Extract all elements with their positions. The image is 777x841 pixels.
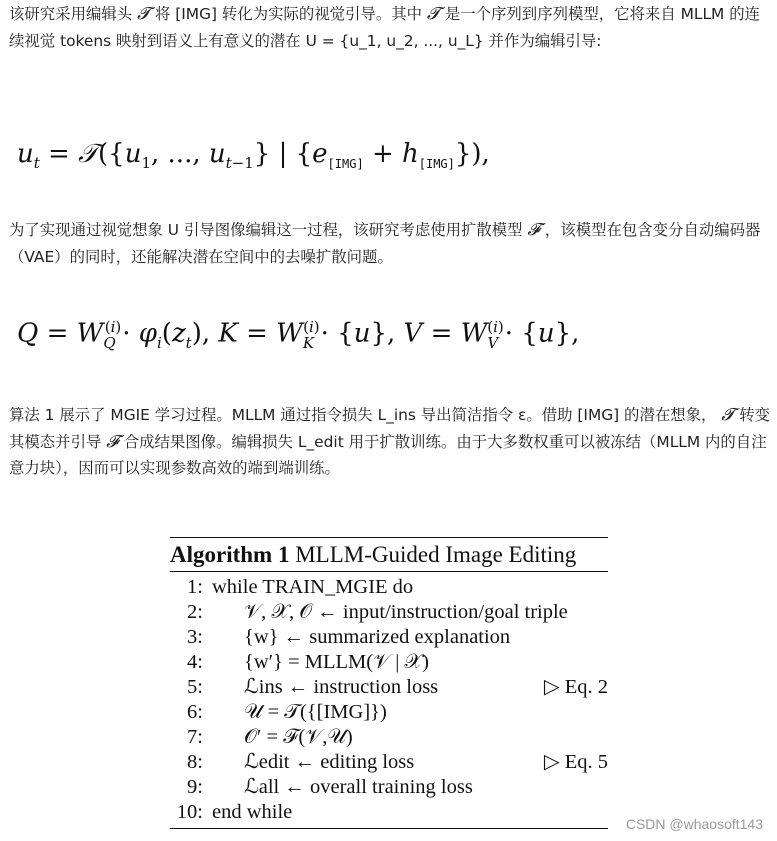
- line-number: 7:: [187, 726, 203, 748]
- algorithm-line: [170, 575, 608, 600]
- algorithm-line: [170, 800, 608, 825]
- algorithm-lines: [170, 572, 608, 828]
- algorithm-line: [170, 675, 608, 700]
- line-text: {w′} = MLLM(𝒱 | 𝒳): [244, 651, 429, 673]
- line-text: end while: [212, 801, 293, 823]
- line-number: 4:: [187, 651, 203, 673]
- symbol-edit-head: 𝓣: [137, 4, 151, 24]
- algorithm-title: [170, 538, 608, 571]
- paragraph-diffusion: [9, 217, 771, 270]
- line-text: {w} ← summarized explanation: [244, 626, 511, 648]
- text: 是一个序列到序列模型，它将来自 MLLM 的连续视觉 tokens 映射到语义上有意义的潜在 U = {u_1, u_2, ..., u_L} 并作为编辑引导:: [9, 5, 760, 50]
- line-text: while TRAIN_MGIE do: [212, 576, 414, 598]
- watermark: CSDN @whaosoft143: [625, 816, 763, 832]
- line-comment: ▷ Eq. 5: [543, 751, 608, 773]
- algorithm-label: Algorithm 1: [170, 542, 290, 567]
- symbol-edit-head: 𝓣: [721, 405, 735, 425]
- text: 将 [IMG] 转化为实际的视觉引导。其中: [154, 5, 422, 23]
- symbol-diffusion: 𝓕: [527, 220, 541, 240]
- algorithm-line: [170, 750, 608, 775]
- line-number: 8:: [187, 751, 203, 773]
- img-token: [IMG]: [418, 157, 455, 172]
- img-token: [IMG]: [327, 157, 364, 172]
- equation-1: $u_t$ = $𝒯(\{u_1$, ..., $u_{t-1}$} | $\{e_{[IMG]} + h_{[IMG]}\}$),: [17, 139, 490, 173]
- equation-2: $Q = W_Q^{(i)}\cdot \varphi_i(z_t)$, $K = W_K^{(i)}\cdot \{u\}$, $V = W_V^{(i)}\cdot \{u\}$,: [17, 318, 580, 352]
- algorithm-line: [170, 625, 608, 650]
- line-number: 6:: [187, 701, 203, 723]
- paragraph-algorithm-desc: [9, 402, 771, 482]
- text: ，该模型在包含变分自动编码器（VAE）的同时，还能解决潜在空间中的去噪扩散问题。: [9, 221, 761, 266]
- line-text: ℒall ← overall training loss: [244, 776, 473, 798]
- text: 合成结果图像。编辑损失 L_edit 用于扩散训练。由于大多数权重可以被冻结（MLLM 内的自注意力块），因而可以实现参数高效的端到端训练。: [9, 432, 767, 477]
- line-number: 1:: [187, 576, 203, 598]
- paragraph-intro: [9, 1, 771, 54]
- line-number: 9:: [187, 776, 203, 798]
- algorithm-box: [170, 537, 608, 829]
- algorithm-line: [170, 700, 608, 725]
- line-text: ℒins ← instruction loss: [244, 676, 439, 698]
- symbol-diffusion: 𝓕: [106, 431, 119, 452]
- rule-bottom: [170, 828, 608, 829]
- text: 算法 1 展示了 MGIE 学习过程。MLLM 通过指令损失 L_ins 导出简洁指令 ε。借助 [IMG] 的潜在想象，: [9, 406, 717, 424]
- algorithm-line: [170, 600, 608, 625]
- algorithm-line: [170, 725, 608, 750]
- line-text: ℒedit ← editing loss: [244, 751, 415, 773]
- line-text: 𝒪′ = ℱ(𝒱,𝒰): [244, 726, 353, 748]
- text: 转变其模态并引导: [9, 406, 771, 451]
- symbol-edit-head: 𝓣: [426, 4, 440, 24]
- line-number: 10:: [176, 801, 203, 823]
- line-number: 5:: [187, 676, 203, 698]
- algorithm-line: [170, 650, 608, 675]
- algorithm-line: [170, 775, 608, 800]
- line-text: 𝒰 = 𝒯({[IMG]}): [244, 701, 387, 723]
- text: 该研究采用编辑头: [9, 5, 133, 23]
- line-comment: ▷ Eq. 2: [543, 676, 608, 698]
- line-number: 3:: [187, 626, 203, 648]
- line-number: 2:: [187, 601, 203, 623]
- algorithm-name: MLLM-Guided Image Editing: [295, 542, 577, 567]
- line-text: 𝒱, 𝒳, 𝒪 ← input/instruction/goal triple: [244, 601, 568, 623]
- text: 为了实现通过视觉想象 U 引导图像编辑这一过程，该研究考虑使用扩散模型: [9, 221, 523, 239]
